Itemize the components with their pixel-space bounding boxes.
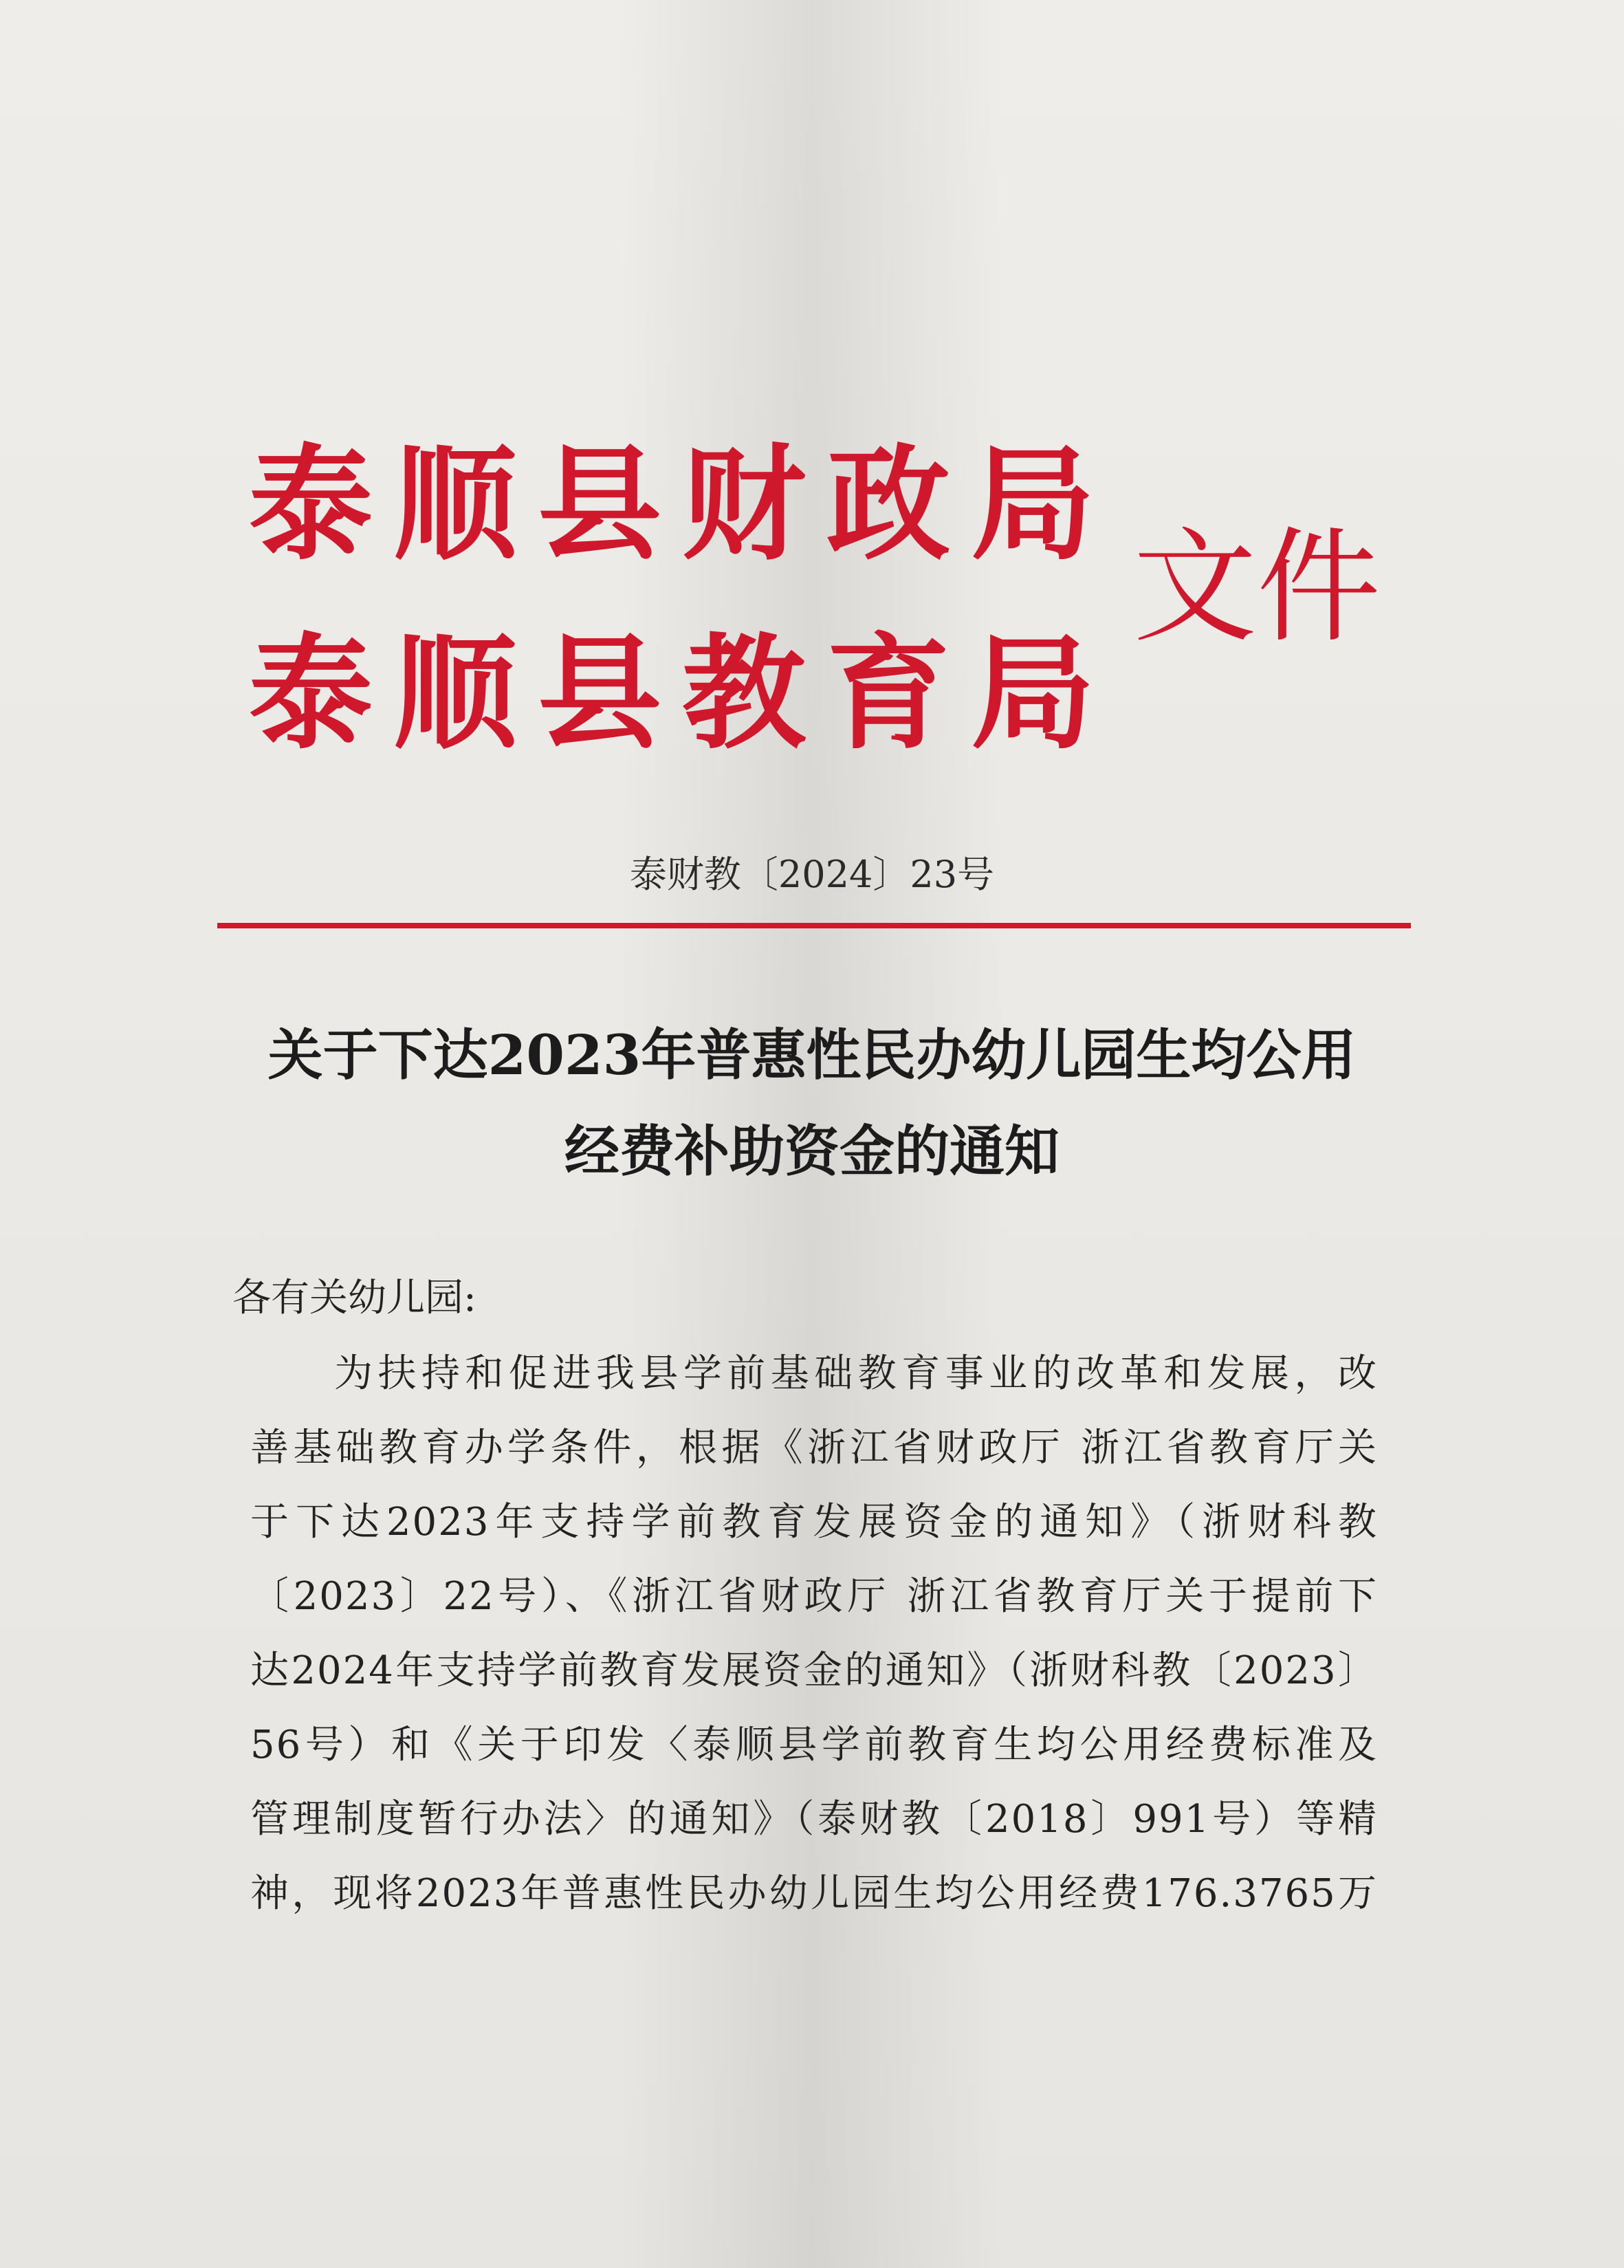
issuer-char: 育: [826, 622, 951, 766]
salutation: 各有关幼儿园:: [232, 1276, 476, 1320]
body-text-line: 〔2023〕22号）、《浙江省财政厅 浙江省教育厅关于提前下: [250, 1574, 1378, 1619]
body-text-line: 管理制度暂行办法〉的通知》（泰财教〔2018〕991号）等精: [250, 1797, 1378, 1842]
document-kind-label: 文件: [1133, 516, 1381, 659]
issuer-char: 政: [826, 433, 951, 577]
red-divider-line: [217, 923, 1411, 928]
body-text-line: 为扶持和促进我县学前基础教育事业的改革和发展，改: [334, 1351, 1378, 1396]
document-title-line-1: 关于下达2023年普惠性民办幼儿园生均公用: [267, 1023, 1357, 1087]
issuer-char: 县: [538, 433, 662, 577]
body-text-line: 达2024年支持学前教育发展资金的通知》（浙财科教〔2023〕: [250, 1648, 1378, 1693]
issuer-char: 局: [971, 622, 1095, 766]
body-text-line: 56号）和《关于印发〈泰顺县学前教育生均公用经费标准及: [250, 1723, 1378, 1767]
body-text-line: 善基础教育办学条件，根据《浙江省财政厅 浙江省教育厅关: [250, 1426, 1378, 1470]
issuer-char: 财: [682, 433, 806, 577]
issuer-char: 教: [682, 622, 806, 766]
body-text-line: 神，现将2023年普惠性民办幼儿园生均公用经费176.3765万: [250, 1871, 1378, 1916]
issuer-char: 泰: [249, 433, 373, 577]
issuer-char: 局: [971, 433, 1095, 577]
issuer-char: 泰: [249, 622, 373, 766]
issuer-char: 顺: [393, 433, 518, 577]
issuer-char: 顺: [393, 622, 518, 766]
issuer-education-bureau: [249, 622, 1095, 766]
document-number: 泰财教〔2024〕23号: [629, 853, 995, 896]
body-text-line: 于下达2023年支持学前教育发展资金的通知》（浙财科教: [250, 1500, 1378, 1545]
document-title-line-2: 经费补助资金的通知: [564, 1119, 1060, 1184]
issuer-finance-bureau: [249, 433, 1095, 577]
issuer-char: 县: [538, 622, 662, 766]
